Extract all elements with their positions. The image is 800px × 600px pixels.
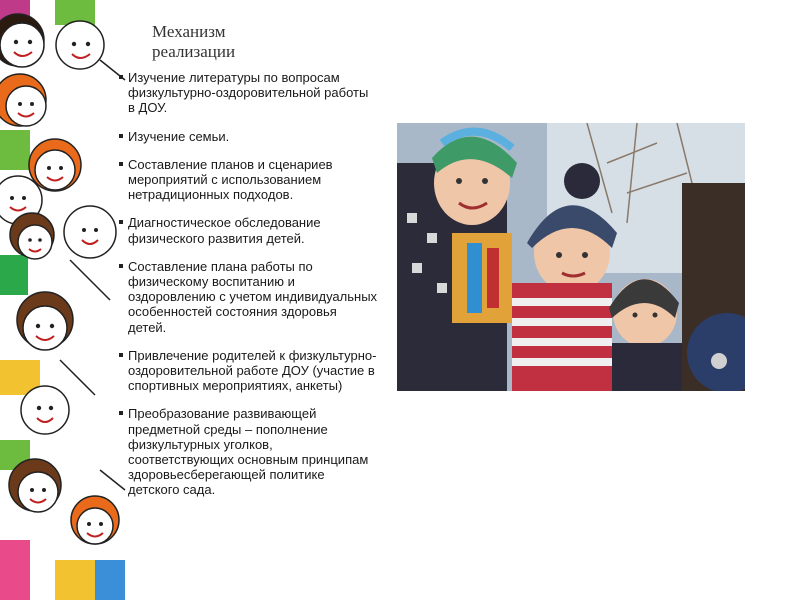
list-item: [118, 406, 378, 497]
square-bullet-icon: [119, 264, 123, 268]
list-item-text: Привлечение родителей к физкультурно-оздоровительной работе ДОУ (участие в спортивных мероприятиях, анкеты): [128, 347, 377, 394]
list-item: [118, 157, 378, 203]
children-winter-photo: [397, 123, 745, 391]
square-bullet-icon: [119, 353, 123, 357]
list-item: [118, 129, 378, 144]
square-bullet-icon: [119, 134, 123, 138]
list-item-text: Преобразование развивающей предметной среды – пополнение физкультурных уголков, соответствующих основным принципам здоровьесберегающей политике детского сада.: [128, 406, 369, 498]
slide-title: Механизм реализации: [152, 22, 236, 61]
square-bullet-icon: [119, 162, 123, 166]
list-item-text: Диагностическое обследование физического развития детей.: [128, 215, 321, 246]
bullet-list: [118, 70, 378, 511]
list-item: [118, 348, 378, 394]
list-item: [118, 259, 378, 335]
square-bullet-icon: [119, 411, 123, 415]
list-item-text: Составление плана работы по физическому воспитанию и оздоровлению с учетом индивидуальных особенностей состояния здоровья детей.: [128, 258, 378, 335]
square-bullet-icon: [119, 220, 123, 224]
list-item: [118, 70, 378, 116]
list-item: [118, 215, 378, 245]
square-bullet-icon: [119, 75, 123, 79]
list-item-text: Изучение семьи.: [128, 128, 230, 144]
list-item-text: Составление планов и сценариев мероприятий с использованием нетрадиционных подходов.: [128, 156, 333, 203]
cartoon-children-border: [0, 0, 135, 600]
list-item-text: Изучение литературы по вопросам физкультурно-оздоровительной работы в ДОУ.: [128, 70, 369, 116]
